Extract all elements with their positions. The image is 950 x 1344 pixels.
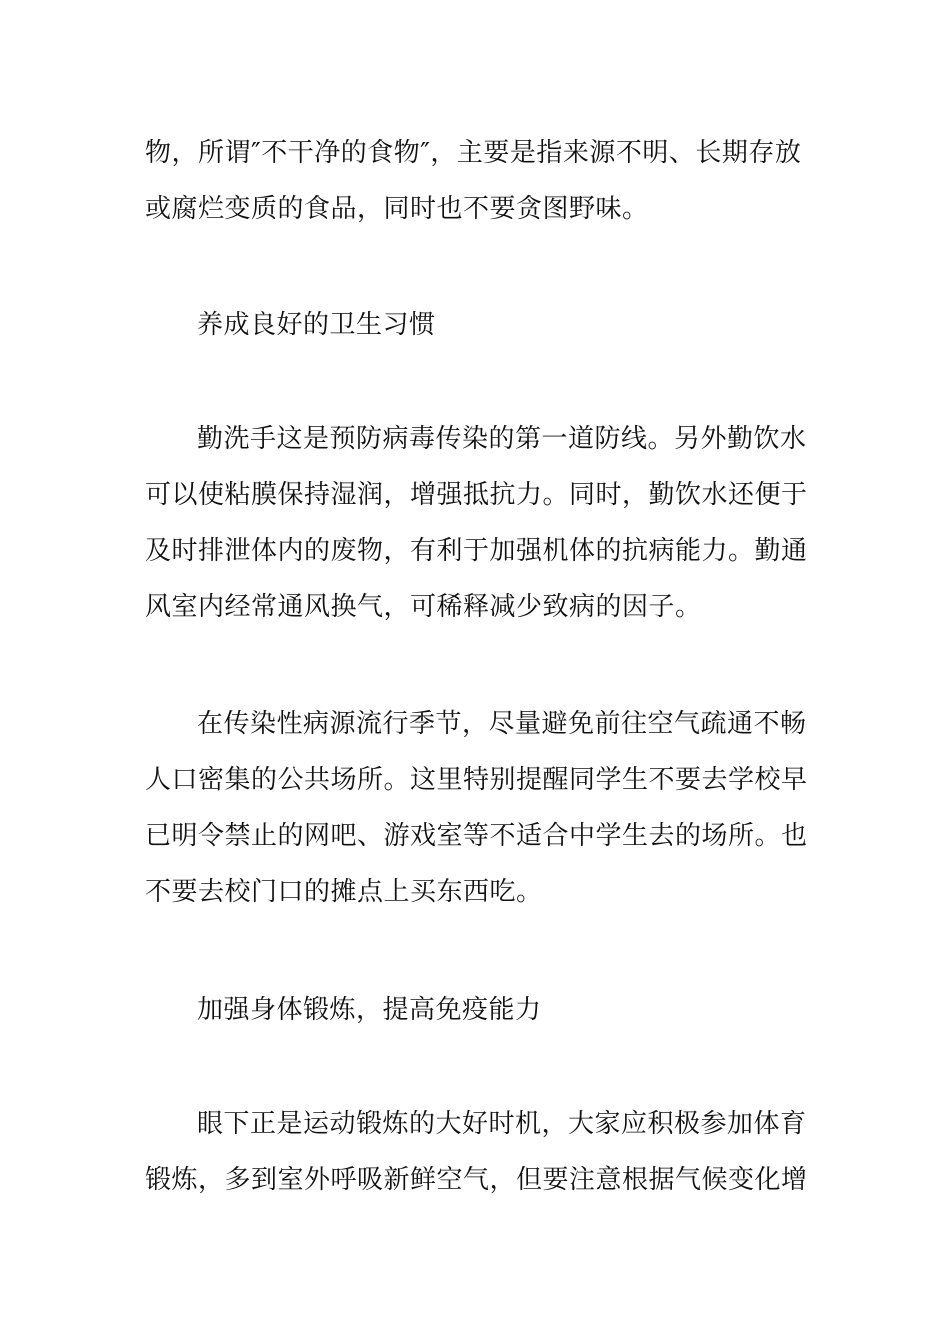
text-line: 及时排泄体内的废物，有利于加强机体的抗病能力。勤通	[145, 536, 808, 566]
heading-exercise	[145, 982, 810, 1038]
paragraph-food-safety	[145, 125, 810, 237]
text-line: 风室内经常通风换气，可稀释减少致病的因子。	[145, 592, 702, 622]
text-line: 已明令禁止的网吧、游戏室等不适合中学生去的场所。也	[145, 821, 808, 851]
text-line: 可以使粘膜保持湿润，增强抵抗力。同时，勤饮水还便于	[145, 480, 808, 510]
paragraph-exercise	[145, 1096, 810, 1208]
text-line: 不要去校门口的摊点上买东西吃。	[145, 877, 543, 907]
text-line: 锻炼，多到室外呼吸新鲜空气，但要注意根据气候变化增	[145, 1165, 808, 1195]
text-line: 人口密集的公共场所。这里特别提醒同学生不要去学校早	[145, 765, 808, 795]
section-heading: 养成良好的卫生习惯	[197, 310, 436, 340]
text-line: 眼下正是运动锻炼的大好时机，大家应积极参加体育	[197, 1109, 807, 1139]
paragraph-hand-washing	[145, 411, 810, 635]
text-line: 或腐烂变质的食品，同时也不要贪图野味。	[145, 194, 649, 224]
text-line: 在传染性病源流行季节，尽量避免前往空气疏通不畅	[197, 709, 807, 739]
paragraph-public-places	[145, 696, 810, 920]
section-heading: 加强身体锻炼，提高免疫能力	[197, 995, 542, 1025]
text-line: 物，所谓″不干净的食物″，主要是指来源不明、长期存放	[145, 138, 802, 168]
text-line: 勤洗手这是预防病毒传染的第一道防线。另外勤饮水	[197, 424, 807, 454]
heading-hygiene-habits	[145, 297, 810, 353]
